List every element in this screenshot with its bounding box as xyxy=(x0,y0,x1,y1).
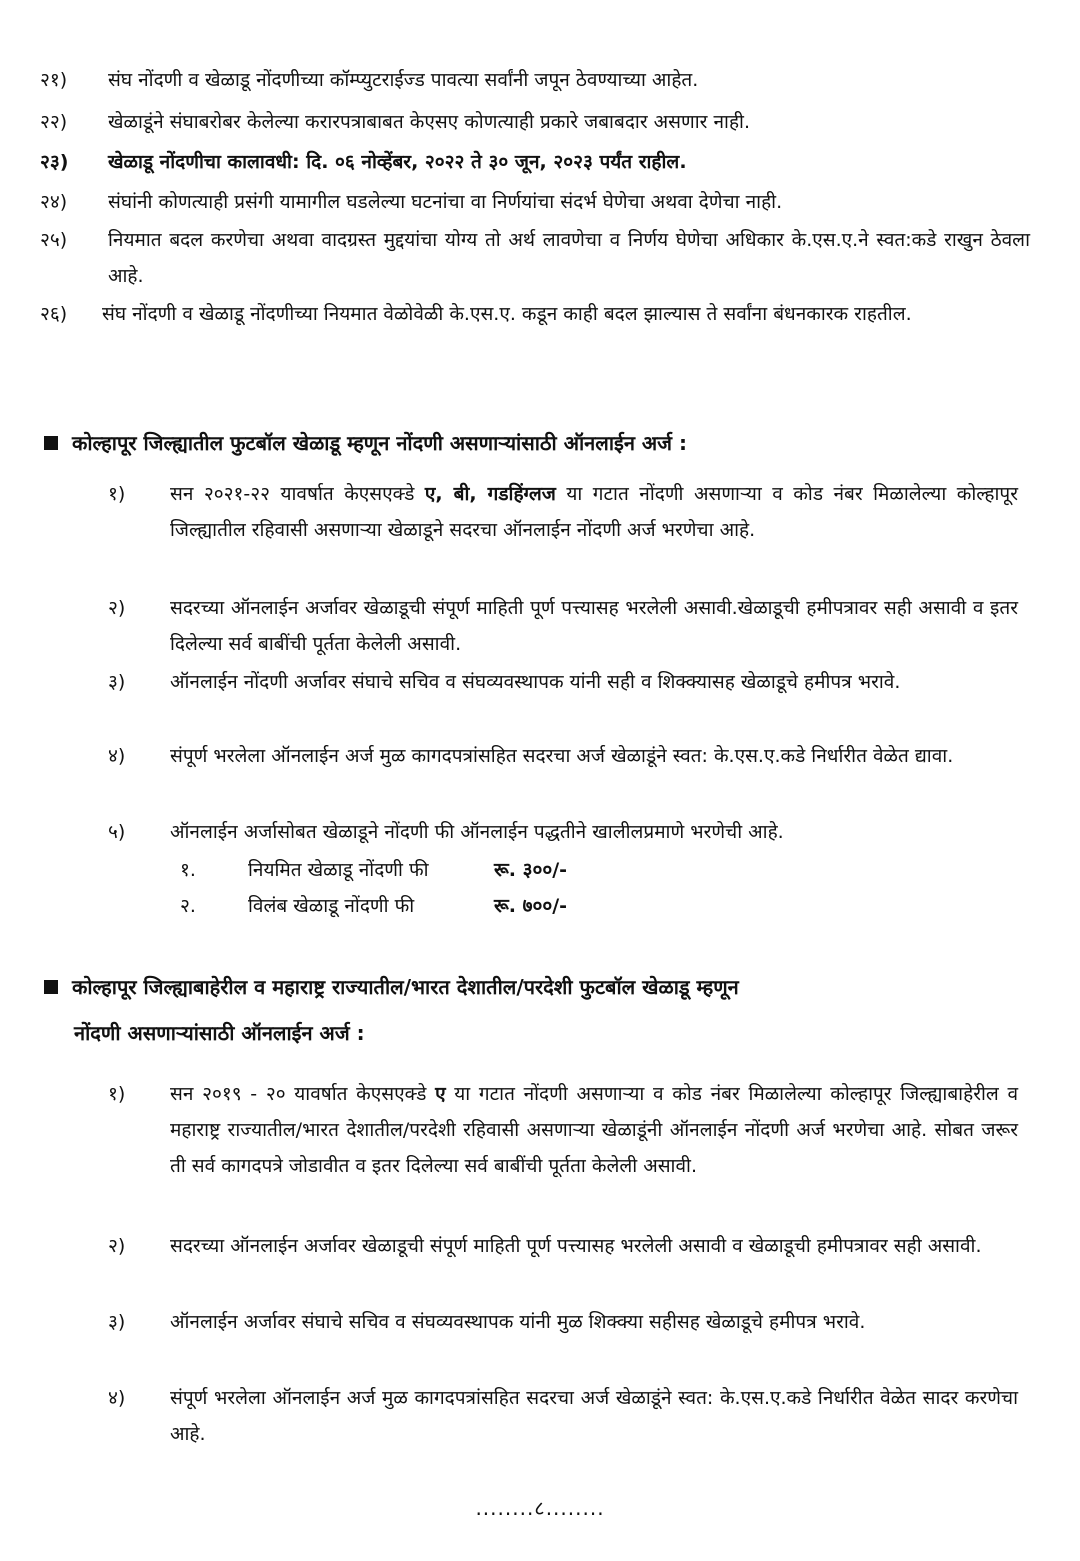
item-text xyxy=(170,476,1018,548)
item-number: ३) xyxy=(108,671,126,693)
item-number: २) xyxy=(108,1235,126,1257)
fee-amount: रू. ७००/- xyxy=(494,895,568,917)
item-text: संपूर्ण भरलेला ऑनलाईन अर्ज मुळ कागदपत्रांसहित सदरचा अर्ज खेळाडूंने स्वत: के.एस.ए.कडे निर्धारीत वेळेत द्यावा. xyxy=(170,745,954,767)
fee-number: २. xyxy=(180,895,196,917)
section-2-title xyxy=(44,968,1044,1006)
rule-text: संघ नोंदणी व खेळाडू नोंदणीच्या कॉम्प्युटराईज्ड पावत्या सर्वांनी जपून ठेवण्याच्या आहेत. xyxy=(108,69,699,91)
rule-25 xyxy=(40,222,1030,294)
rule-number: २५) xyxy=(40,229,68,251)
item-text: सदरच्या ऑनलाईन अर्जावर खेळाडूची संपूर्ण माहिती पूर्ण पत्त्यासह भरलेली असावी व खेळाडूची हमीपत्रावर सही असावी. xyxy=(170,1235,982,1257)
item-number: ४) xyxy=(108,745,126,767)
section-2-title-line-1: कोल्हापूर जिल्ह्याबाहेरील व महाराष्ट्र राज्यातील/भारत देशातील/परदेशी फुटबॉल खेळाडू म्हणून xyxy=(72,975,739,999)
section-1-title xyxy=(44,424,1044,462)
square-bullet-icon xyxy=(44,980,58,994)
s1-item-4 xyxy=(108,738,1018,774)
item-text xyxy=(170,1076,1018,1184)
rule-26 xyxy=(40,296,940,332)
fee-label: नियमित खेळाडू नोंदणी फी xyxy=(248,859,429,881)
s2-item-3 xyxy=(108,1304,1018,1340)
item-text-post: या गटात नोंदणी असणाऱ्या व कोड नंबर मिळालेल्या कोल्हापूर जिल्ह्यातील रहिवासी असणाऱ्या खेळाडूने सदरचा ऑनलाईन नोंदणी अर्ज भरणेचा आहे. xyxy=(170,483,1019,541)
rule-number: २३) xyxy=(40,151,69,173)
item-text: ऑनलाईन अर्जासोबत खेळाडूने नोंदणी फी ऑनलाईन पद्धतीने खालीलप्रमाणे भरणेची आहे. xyxy=(170,821,784,843)
item-text: संपूर्ण भरलेला ऑनलाईन अर्ज मुळ कागदपत्रांसहित सदरचा अर्ज खेळाडूंने स्वत: के.एस.ए.कडे निर्धारीत वेळेत सादर करणेचा आहे. xyxy=(170,1387,1018,1445)
s2-item-4 xyxy=(108,1380,1018,1452)
rule-21 xyxy=(40,62,1030,98)
s1-item-2 xyxy=(108,590,1018,662)
item-number: ४) xyxy=(108,1387,126,1409)
fee-row-late xyxy=(180,888,567,924)
rule-22 xyxy=(40,104,1030,140)
s2-item-2 xyxy=(108,1228,1018,1264)
item-text-pre: सन २०१९ - २० यावर्षात केएसएक्डे xyxy=(170,1083,436,1105)
rule-number: २२) xyxy=(40,111,68,133)
item-number: ५) xyxy=(108,821,126,843)
item-text: ऑनलाईन अर्जावर संघाचे सचिव व संघव्यवस्थापक यांनी मुळ शिक्क्या सहीसह खेळाडूचे हमीपत्र भरावे. xyxy=(170,1311,866,1333)
item-text-bold: ए, बी, गडहिंग्लज xyxy=(424,483,556,505)
item-text-post: या गटात नोंदणी असणाऱ्या व कोड नंबर मिळालेल्या कोल्हापूर जिल्ह्याबाहेरील व महाराष्ट्र राज्यातील/भारत देशातील/परदेशी रहिवासी असणाऱ्या खेळाडूंनी ऑनलाईन नोंदणी अर्ज भरणेचा आहे. सोबत जरूर ती सर्व कागदपत्रे जोडावीत व इतर दिलेल्या सर्व बाबींची पूर्तता केलेली असावी. xyxy=(170,1083,1019,1177)
s1-item-5 xyxy=(108,814,1018,850)
s1-item-1 xyxy=(108,476,1018,548)
item-number: २) xyxy=(108,597,126,619)
fee-row-regular xyxy=(180,852,567,888)
fee-amount: रू. ३००/- xyxy=(494,859,568,881)
rule-text: संघांनी कोणत्याही प्रसंगी यामागील घडलेल्या घटनांचा वा निर्णयांचा संदर्भ घेणेचा अथवा देणेचा नाही. xyxy=(108,191,783,213)
rule-number: २४) xyxy=(40,191,68,213)
item-number: १) xyxy=(108,483,126,505)
rule-23 xyxy=(40,144,1030,180)
section-1-title-text: कोल्हापूर जिल्ह्यातील फुटबॉल खेळाडू म्हणून नोंदणी असणाऱ्यांसाठी ऑनलाईन अर्ज : xyxy=(72,431,687,455)
fee-number: १. xyxy=(180,859,196,881)
rule-text: खेळाडूंने संघाबरोबर केलेल्या करारपत्राबाबत केएसए कोणत्याही प्रकारे जबाबदार असणार नाही. xyxy=(108,111,750,133)
s2-item-1 xyxy=(108,1076,1018,1184)
s1-item-3 xyxy=(108,664,1018,700)
square-bullet-icon xyxy=(44,436,58,450)
item-number: ३) xyxy=(108,1311,126,1333)
item-number: १) xyxy=(108,1083,126,1105)
rule-text: संघ नोंदणी व खेळाडू नोंदणीच्या नियमात वेळोवेळी के.एस.ए. कडून काही बदल झाल्यास ते सर्वांना बंधनकारक राहतील. xyxy=(102,303,912,325)
rule-text: खेळाडू नोंदणीचा कालावधी: दि. ०६ नोव्हेंबर, २०२२ ते ३० जून, २०२३ पर्यंत राहील. xyxy=(108,151,687,173)
rule-24 xyxy=(40,184,1030,220)
rule-number: २१) xyxy=(40,69,68,91)
item-text: सदरच्या ऑनलाईन अर्जावर खेळाडूची संपूर्ण माहिती पूर्ण पत्त्यासह भरलेली असावी.खेळाडूची हमीपत्रावर सही असावी व इतर दिलेल्या सर्व बाबींची पूर्तता केलेली असावी. xyxy=(170,597,1018,655)
rule-text: नियमात बदल करणेचा अथवा वादग्रस्त मुद्दयांचा योग्य तो अर्थ लावणेचा व निर्णय घेणेचा अधिकार के.एस.ए.ने स्वत:कडे राखुन ठेवला आहे. xyxy=(108,229,1030,287)
page-footer: ........८........ xyxy=(475,1496,605,1520)
fee-label: विलंब खेळाडू नोंदणी फी xyxy=(248,895,415,917)
section-2-title-line-2: नोंदणी असणाऱ्यांसाठी ऑनलाईन अर्ज : xyxy=(74,1021,365,1045)
item-text: ऑनलाईन नोंदणी अर्जावर संघाचे सचिव व संघव्यवस्थापक यांनी सही व शिक्क्यासह खेळाडूचे हमीपत्र भरावे. xyxy=(170,671,901,693)
item-text-bold: ए xyxy=(435,1083,446,1105)
rule-number: २६) xyxy=(40,303,68,325)
item-text-pre: सन २०२१-२२ यावर्षात केएसएक्डे xyxy=(170,483,425,505)
